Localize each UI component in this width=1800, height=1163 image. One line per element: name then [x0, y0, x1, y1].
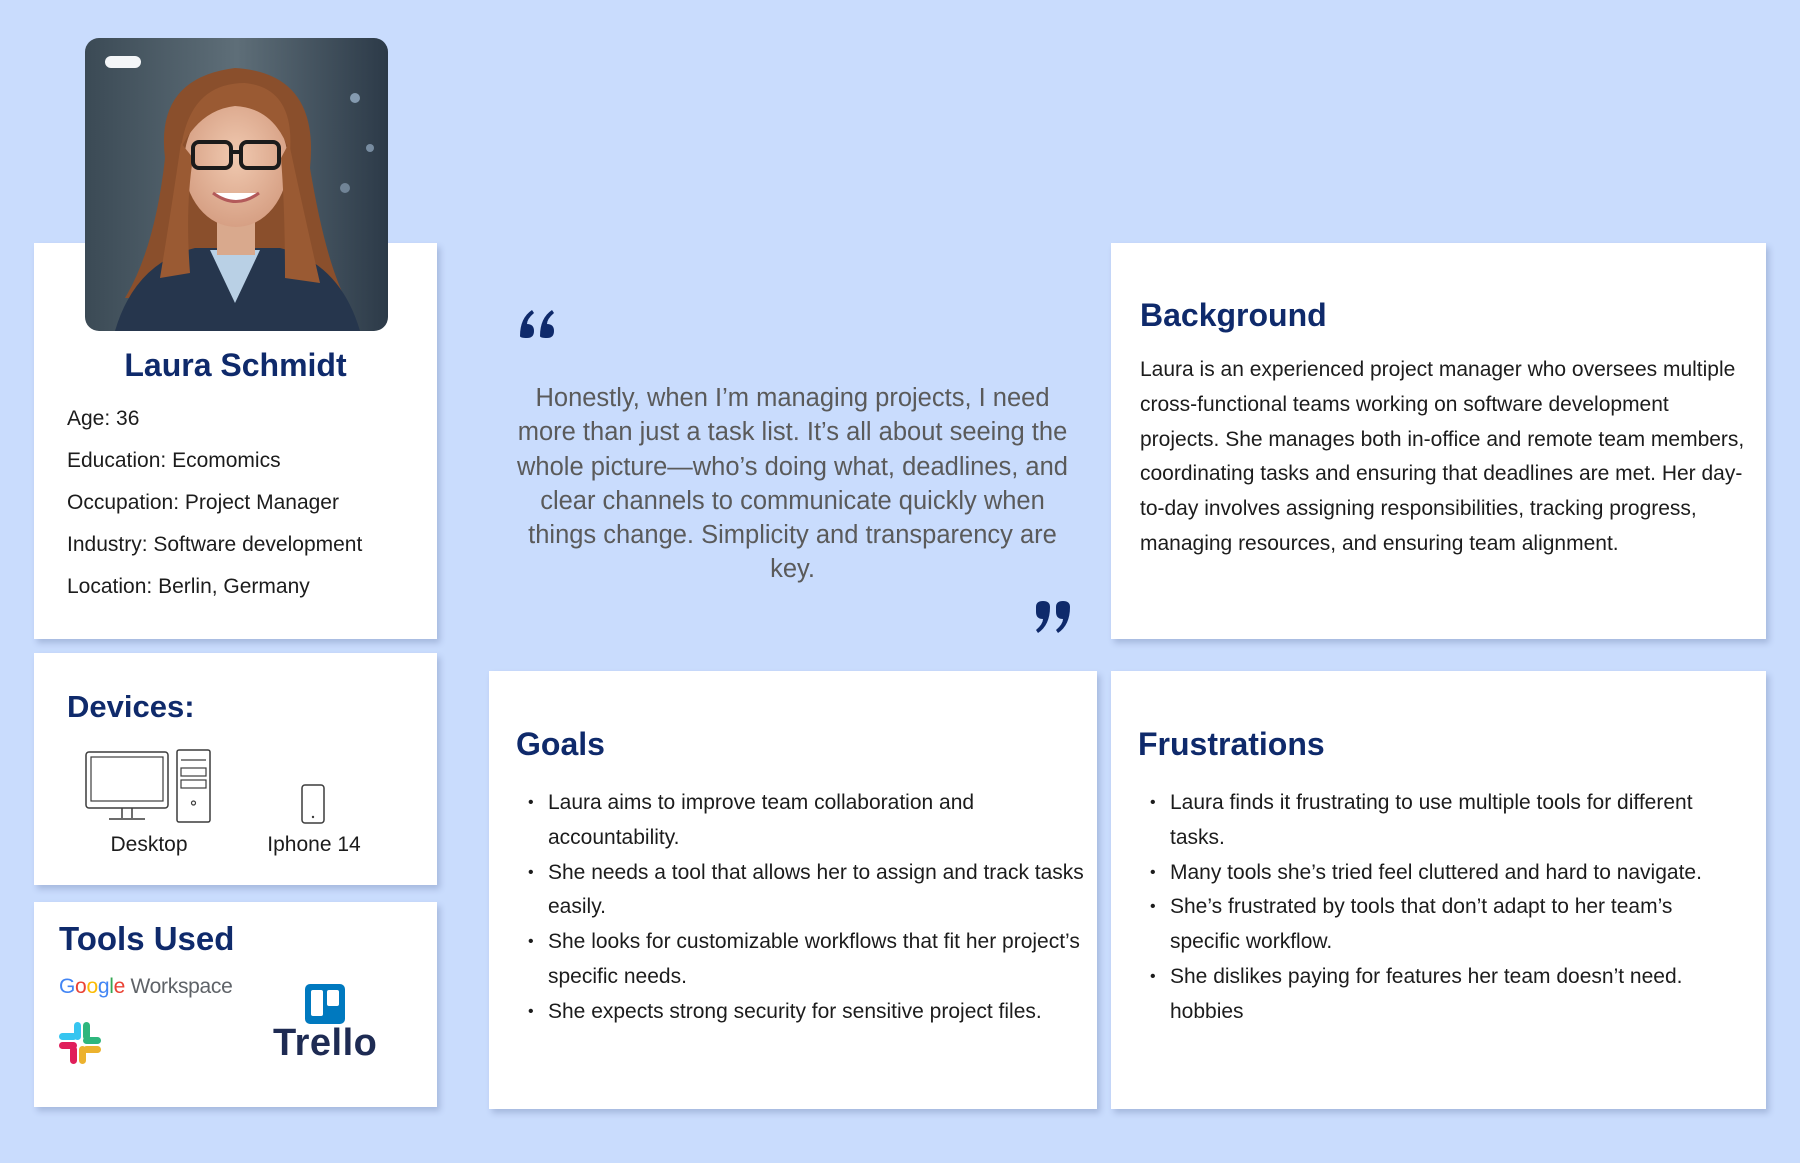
frustration-item: • She’s frustrated by tools that don’t adapt to her team’s specific workflow. [1150, 890, 1740, 960]
persona-photo [85, 38, 388, 331]
close-quote-icon [1030, 597, 1074, 641]
frustration-item: • Many tools she’s tried feel cluttered and hard to navigate. [1150, 856, 1740, 891]
goal-item: • She expects strong security for sensitive project files. [528, 995, 1088, 1030]
goal-item: • She needs a tool that allows her to assign and track tasks easily. [528, 856, 1088, 926]
tools-card [34, 902, 437, 1107]
google-workspace-logo: Google Workspace [59, 975, 233, 998]
goals-card [489, 671, 1097, 1109]
goals-heading: Goals [516, 726, 605, 762]
persona-occupation: Occupation: Project Manager [67, 491, 339, 514]
trello-logo-icon [305, 984, 345, 1024]
persona-education: Education: Ecomomics [67, 449, 281, 472]
background-heading: Background [1140, 297, 1327, 333]
trello-wordmark: Trello [273, 1022, 378, 1064]
persona-age: Age: 36 [67, 407, 140, 430]
devices-heading: Devices: [67, 689, 195, 724]
device-label-desktop: Desktop [110, 833, 188, 856]
persona-location: Location: Berlin, Germany [67, 575, 310, 598]
desktop-computer-icon [84, 748, 214, 828]
persona-quote: Honestly, when I’m managing projects, I need more than just a task list. It’s all about seeing the whole picture—who’s doing what, deadlines, and clear channels to communicate quickly when things change. Simplicity and transparency are key. [517, 384, 1068, 584]
smartphone-icon [300, 783, 326, 825]
devices-card [34, 653, 437, 885]
frustration-item: • Laura finds it frustrating to use multiple tools for different tasks. [1150, 786, 1740, 856]
goal-item: • Laura aims to improve team collaboration and accountability. [528, 786, 1088, 856]
persona-industry: Industry: Software development [67, 533, 363, 556]
frustrations-list [1150, 786, 1740, 1030]
device-label-iphone: Iphone 14 [267, 833, 361, 856]
goals-list [528, 786, 1088, 1030]
goal-item: • She looks for customizable workflows that fit her project’s specific needs. [528, 925, 1088, 995]
background-card [1111, 243, 1766, 639]
tools-heading: Tools Used [59, 920, 235, 957]
frustrations-heading: Frustrations [1138, 726, 1325, 762]
slack-logo-icon [57, 1020, 103, 1066]
persona-name: Laura Schmidt [124, 347, 347, 383]
open-quote-icon [516, 302, 560, 346]
frustration-item: • She dislikes paying for features her team doesn’t need. hobbies [1150, 960, 1740, 1030]
background-text: Laura is an experienced project manager who oversees multiple cross-functional teams working on software development projects. She manages both in-office and remote team members, coordinating tasks and ensuring that deadlines are met. Her day-to-day involves assigning responsibilities, tracking progress, managing resources, and ensuring team alignment. [1140, 358, 1745, 555]
frustrations-card [1111, 671, 1766, 1109]
